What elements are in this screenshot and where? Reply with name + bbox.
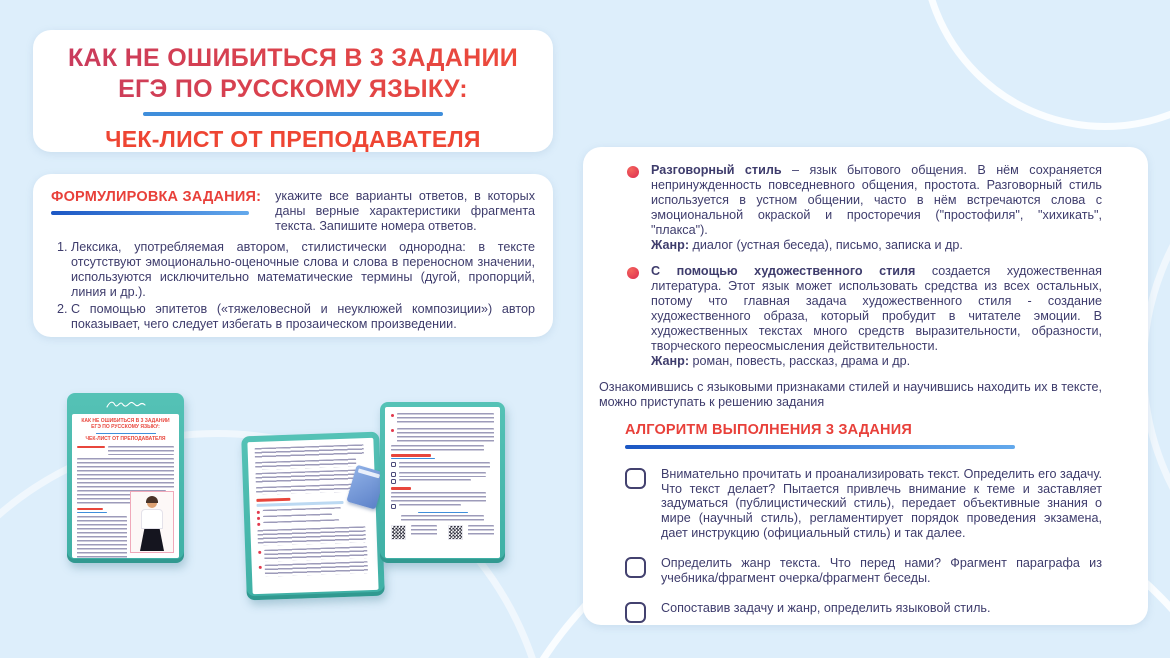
preview-text-lines — [255, 444, 364, 459]
preview-text-lines — [397, 413, 494, 425]
checkbox — [391, 462, 396, 467]
page-subtitle: ЧЕК-ЛИСТ ОТ ПРЕПОДАВАТЕЛЯ — [105, 125, 481, 152]
preview-text-lines — [77, 516, 127, 560]
preview-check-item — [391, 462, 494, 470]
red-bullet-icon — [391, 429, 394, 432]
title-card — [33, 30, 553, 152]
preview-text-lines — [256, 483, 361, 495]
brand-logo — [67, 396, 184, 412]
style-body: – язык бытового общения. В нём сохраняется непринужденность повседневного общения, простота. Разговорный стиль используется в устном общении, часто в нём встречаются слова с эмоциональной окраской и просторечия ("простофиля", "хихикать", "плакса"). — [651, 163, 1102, 237]
preview-text-lines — [257, 526, 365, 546]
preview-check-item — [391, 479, 494, 484]
checkbox[interactable] — [625, 468, 646, 489]
transition-note: Ознакомившись с языковыми признаками стилей и научившись находить их в тексте, можно приступать к решению задания — [599, 379, 1102, 409]
task-option-list — [51, 240, 535, 332]
preview-text-lines — [264, 546, 367, 562]
preview-qr-row — [391, 525, 494, 540]
style-item-conversational — [627, 163, 1102, 253]
checklist-item-1 — [625, 467, 1102, 542]
checklist-text: Сопоставив задачу и жанр, определить языковой стиль. — [661, 601, 991, 616]
preview-title — [77, 418, 174, 431]
preview-check-item — [391, 504, 494, 509]
preview-text-lines — [399, 462, 490, 470]
style-name: С помощью художественного стиля — [651, 263, 916, 278]
preview-list-item — [258, 546, 370, 562]
preview-section — [77, 446, 174, 455]
task-option-1: 1. Лексика, употребляемая автором, стилистически однородна: в тексте отсутствуют эмоционально-оценочные слова и слова в переносном значении, используются исключительно математические термины (дугой, пропорций, линия и др.). — [71, 240, 535, 300]
preview-text-lines — [255, 469, 364, 484]
qr-code — [448, 525, 463, 540]
checklist-text: Определить жанр текста. Что перед нами? Фрагмент параграфа из учебника/фрагмент очерка/фрагмент беседы. — [661, 556, 1102, 586]
task-heading-wrap — [51, 189, 261, 234]
preview-text-lines — [263, 507, 341, 513]
red-bullet-icon — [259, 566, 262, 569]
preview-page-content — [247, 438, 378, 594]
teacher-blouse — [141, 509, 163, 529]
checkbox — [391, 504, 396, 509]
preview-page-content — [385, 407, 500, 558]
red-bullet-icon — [257, 523, 260, 526]
algorithm-heading-wrap — [625, 422, 1015, 449]
title-line-1: КАК НЕ ОШИБИТЬСЯ В 3 ЗАДАНИИ — [67, 44, 518, 72]
styles-card — [583, 147, 1148, 625]
preview-title-line2: ЕГЭ ПО РУССКОМУ ЯЗЫКУ: — [91, 424, 160, 431]
qr-code — [391, 525, 406, 540]
page-preview-1 — [67, 393, 184, 563]
style-body: создается художественная литература. Этот язык может использовать средства из всех остальных, потому что главная задача художественного стиля - создание художественного образа, который пробудит в читателе эмоции. В художественных текстах много средств выразительности, образности, творческого переосмысления действительности. — [651, 263, 1102, 353]
checklist-item-3 — [625, 601, 1102, 623]
checkbox — [391, 472, 396, 477]
algorithm-heading-underline — [625, 445, 1015, 449]
algorithm-heading: АЛГОРИТМ ВЫПОЛНЕНИЯ 3 ЗАДАНИЯ — [625, 421, 912, 438]
checklist-text: Внимательно прочитать и проанализировать текст. Определить его задачу. Что текст делает? Пытается привлечь внимание к теме и заставляет задуматься (публицистический стиль), передает объективные знания о мире (научный стиль), регламентирует порядок проведения экзамена, дает инструкцию (официальный стиль) и так далее. — [661, 466, 1102, 541]
preview-text-lines — [401, 515, 483, 521]
preview-red-heading — [391, 454, 431, 457]
checklist-item-2 — [625, 556, 1102, 586]
preview-text-lines — [391, 445, 484, 451]
task-formulation-card — [33, 174, 553, 337]
preview-red-heading — [77, 446, 105, 449]
preview-text-lines — [397, 428, 494, 442]
genre-label: Жанр: — [651, 353, 690, 368]
red-bullet-icon — [257, 511, 260, 514]
style-description — [651, 163, 1102, 253]
preview-text-lines — [399, 504, 461, 508]
checkbox[interactable] — [625, 557, 646, 578]
task-heading: ФОРМУЛИРОВКА ЗАДАНИЯ: — [51, 189, 262, 205]
preview-text-lines — [411, 525, 437, 536]
preview-red-heading — [256, 498, 290, 502]
preview-text-lines — [255, 458, 356, 470]
preview-underline — [77, 512, 107, 513]
genre-label: Жанр: — [651, 237, 690, 252]
preview-page-content — [72, 414, 179, 558]
task-header-row — [51, 189, 535, 234]
red-bullet-icon — [257, 517, 260, 520]
genre-text: роман, повесть, рассказ, драма и др. — [689, 353, 911, 368]
task-option-2: 2. С помощью эпитетов («тяжеловесной и неуклюжей композиции») автор показывает, чего следует избегать в прозаическом произведении. — [71, 302, 535, 332]
style-description — [651, 264, 1102, 369]
preview-text-lines — [265, 561, 368, 577]
preview-red-heading — [77, 508, 103, 511]
page-preview-3 — [380, 402, 505, 563]
style-item-artistic — [627, 264, 1102, 369]
checkbox[interactable] — [625, 602, 646, 623]
preview-text-lines — [399, 472, 486, 477]
preview-list-item — [391, 428, 494, 442]
red-bullet-icon — [258, 551, 261, 554]
decor-ring-top-right — [920, 0, 1170, 130]
red-bullet-icon — [627, 166, 639, 178]
preview-underline — [418, 512, 468, 513]
preview-underline — [391, 458, 435, 459]
page-title — [33, 43, 553, 104]
genre-text: диалог (устная беседа), письмо, записка и др. — [689, 237, 963, 252]
red-bullet-icon — [391, 414, 394, 417]
title-line-2: ЕГЭ ПО РУССКОМУ ЯЗЫКУ: — [118, 74, 468, 103]
preview-text-lines — [391, 492, 486, 502]
preview-text-lines — [77, 458, 174, 488]
checkbox — [391, 479, 396, 484]
teacher-skirt — [140, 529, 164, 551]
preview-text-lines — [108, 446, 174, 455]
preview-text-lines — [263, 519, 339, 525]
preview-title-line1: КАК НЕ ОШИБИТЬСЯ В 3 ЗАДАНИИ — [81, 418, 170, 424]
preview-list-item — [259, 561, 371, 577]
red-bullet-icon — [627, 267, 639, 279]
preview-check-item — [391, 472, 494, 477]
task-heading-underline — [51, 211, 249, 215]
preview-list-item — [391, 413, 494, 425]
teacher-photo — [130, 491, 174, 553]
preview-subtitle: ЧЕК-ЛИСТ ОТ ПРЕПОДАВАТЕЛЯ — [85, 435, 166, 442]
style-name: Разговорный стиль — [651, 163, 782, 177]
page-preview-2 — [241, 432, 385, 601]
preview-text-lines — [263, 513, 332, 518]
teacher-head — [147, 498, 157, 508]
preview-divider — [96, 433, 156, 434]
title-divider — [143, 112, 443, 116]
task-intro: укажите все варианты ответов, в которых даны верные характеристики фрагмента текста. Запишите номера ответов. — [275, 189, 535, 233]
preview-highlight — [257, 500, 344, 507]
preview-text-lines — [468, 525, 494, 536]
preview-text-lines — [399, 479, 471, 482]
preview-red-heading — [391, 487, 411, 490]
